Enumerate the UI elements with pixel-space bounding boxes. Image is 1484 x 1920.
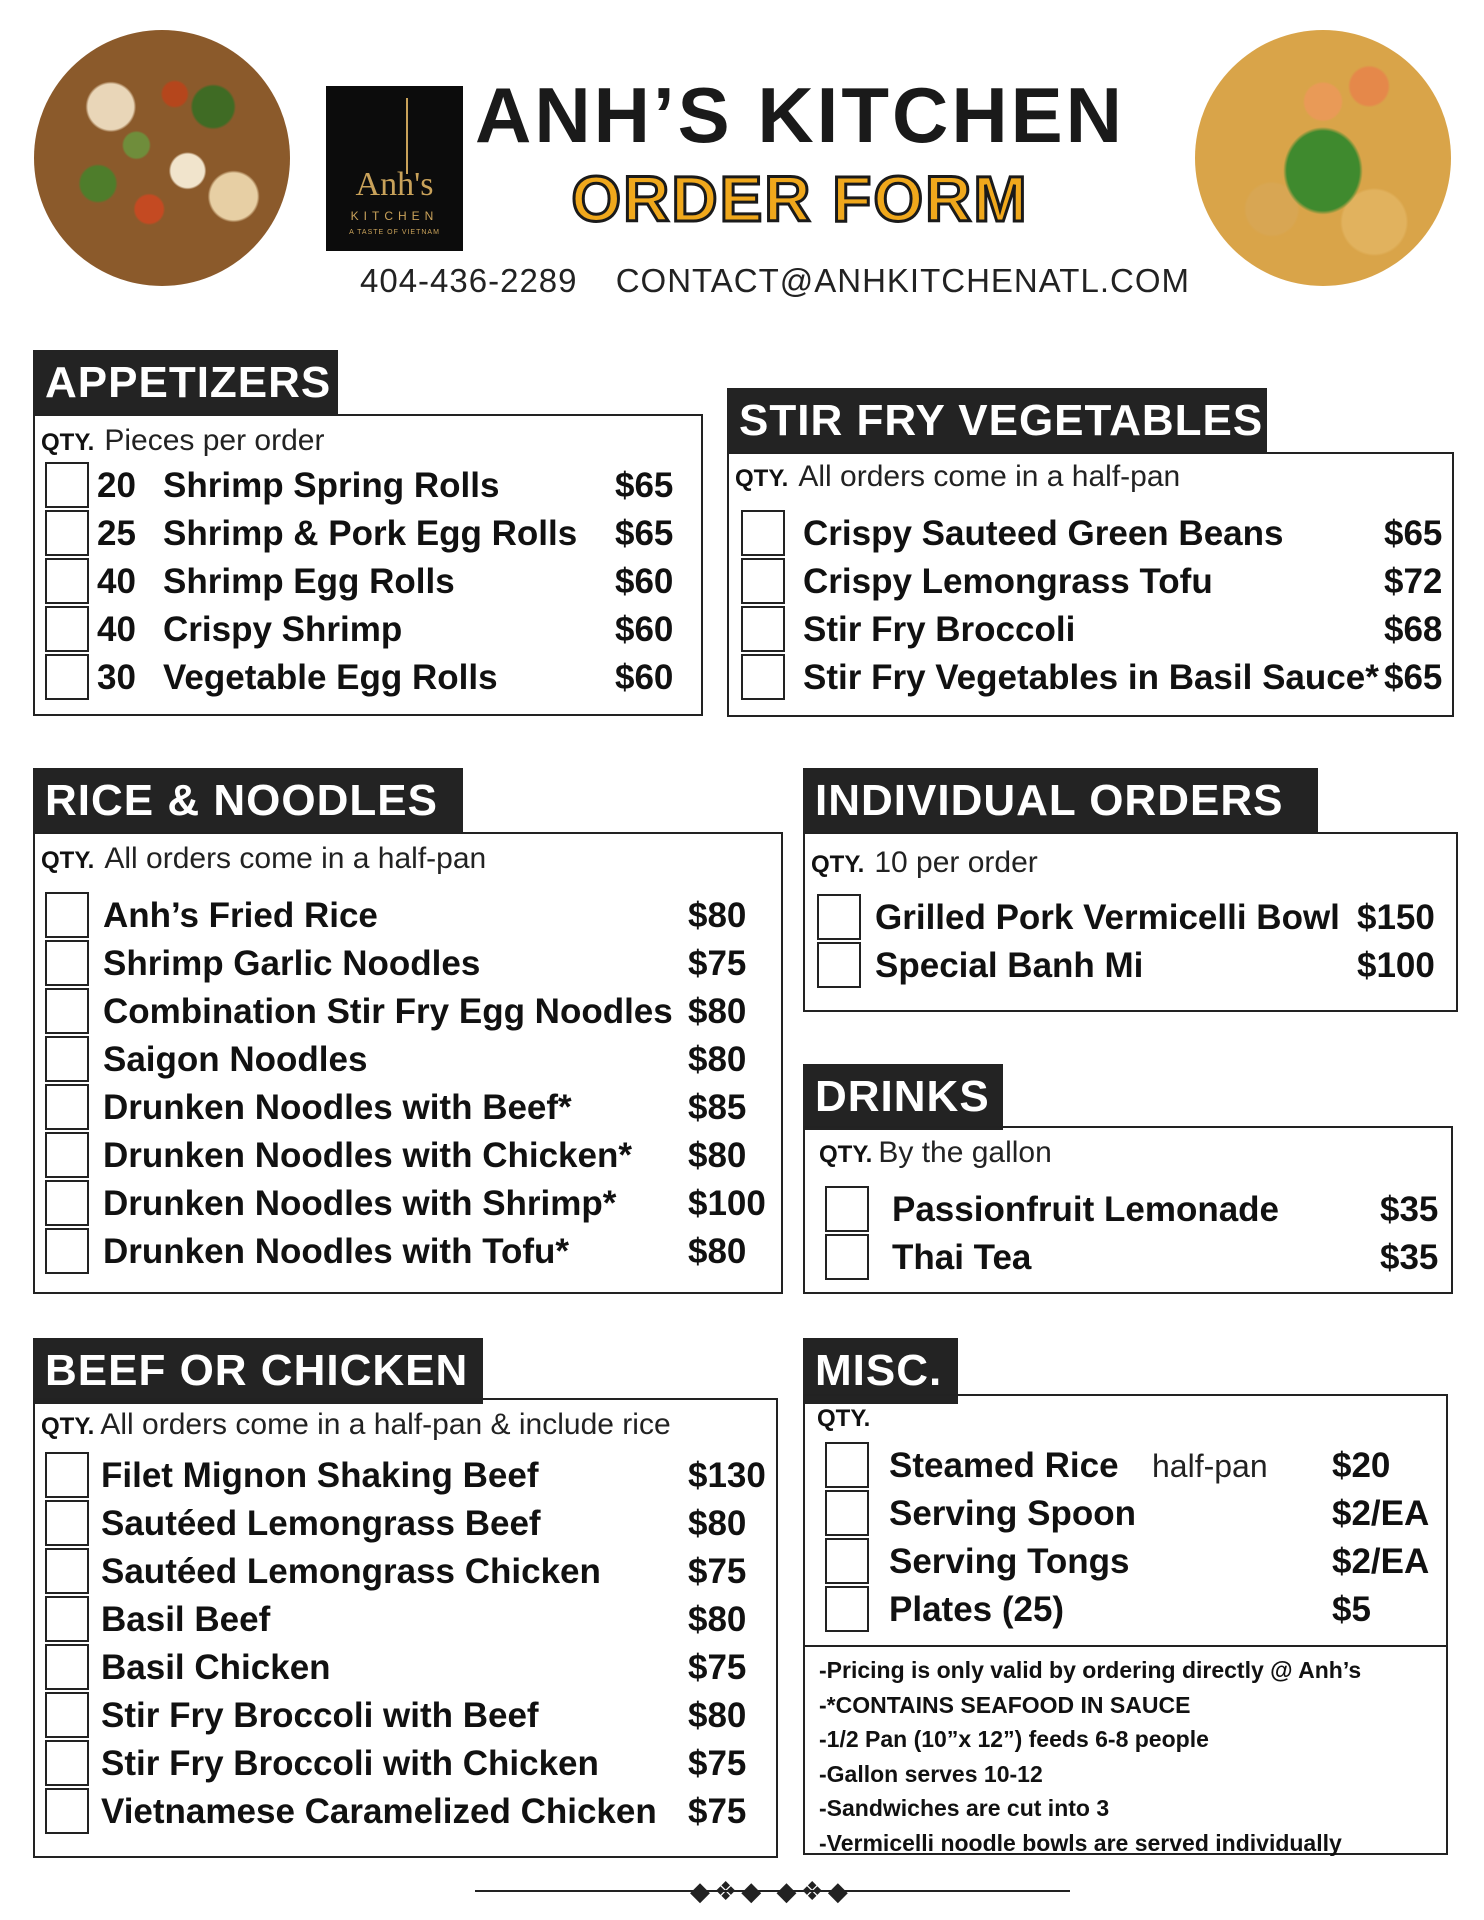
item-name: Shrimp Spring Rolls	[163, 466, 500, 505]
qty-checkbox[interactable]	[817, 942, 861, 988]
item-price: $75	[688, 1744, 747, 1783]
qty-label: QTY. All orders come in a half-pan	[41, 842, 487, 875]
note-line: -Vermicelli noodle bowls are served individually	[819, 1829, 1342, 1856]
list-item	[741, 510, 1441, 558]
item-name: Sautéed Lemongrass Chicken	[101, 1552, 601, 1591]
list-item	[741, 654, 1441, 702]
item-name: Vegetable Egg Rolls	[163, 658, 498, 697]
qty-checkbox[interactable]	[45, 654, 89, 700]
qty-checkbox[interactable]	[825, 1538, 869, 1584]
qty-label: QTY. All orders come in a half-pan	[735, 460, 1181, 493]
qty-checkbox[interactable]	[741, 654, 785, 700]
qty-checkbox[interactable]	[45, 1548, 89, 1594]
list-item	[825, 1442, 1440, 1490]
beef-chicken-heading: BEEF OR CHICKEN	[33, 1338, 483, 1404]
appetizers-heading: APPETIZERS	[33, 350, 338, 416]
list-item	[45, 1548, 770, 1596]
misc-heading: MISC.	[803, 1338, 958, 1404]
item-price: $65	[1384, 514, 1443, 553]
item-price: $35	[1380, 1190, 1439, 1229]
item-price: $80	[688, 896, 747, 935]
phone-number[interactable]: 404-436-2289	[360, 262, 578, 299]
item-pieces: 40	[97, 610, 136, 649]
qty-checkbox[interactable]	[45, 1692, 89, 1738]
note-line: -Gallon serves 10-12	[819, 1760, 1043, 1787]
individual-orders-box	[803, 832, 1458, 1012]
item-pieces: 20	[97, 466, 136, 505]
item-pieces: 25	[97, 514, 136, 553]
item-name: Saigon Noodles	[103, 1040, 368, 1079]
list-item	[45, 1788, 770, 1836]
item-price: $75	[688, 1648, 747, 1687]
list-item	[825, 1186, 1445, 1234]
list-item	[817, 942, 1447, 990]
item-name: Shrimp Egg Rolls	[163, 562, 455, 601]
qty-checkbox[interactable]	[45, 1740, 89, 1786]
item-price: $75	[688, 944, 747, 983]
list-item	[45, 1692, 770, 1740]
item-name: Crispy Sauteed Green Beans	[803, 514, 1284, 553]
item-name: Basil Beef	[101, 1600, 271, 1639]
item-name: Stir Fry Vegetables in Basil Sauce*	[803, 658, 1379, 697]
list-item	[825, 1490, 1440, 1538]
qty-label: QTY. All orders come in a half-pan & include rice	[41, 1408, 671, 1441]
logo-chopstick	[406, 98, 408, 174]
item-name: Crispy Shrimp	[163, 610, 403, 649]
item-price: $75	[688, 1792, 747, 1831]
item-price: $80	[688, 1040, 747, 1079]
item-price: $150	[1357, 898, 1435, 937]
qty-checkbox[interactable]	[825, 1234, 869, 1280]
list-item	[45, 1452, 770, 1500]
item-price: $35	[1380, 1238, 1439, 1277]
qty-checkbox[interactable]	[45, 1084, 89, 1130]
item-name: Thai Tea	[892, 1238, 1032, 1277]
item-name: Grilled Pork Vermicelli Bowl	[875, 898, 1340, 937]
qty-checkbox[interactable]	[45, 462, 89, 508]
item-price: $60	[615, 658, 674, 697]
item-pieces: 40	[97, 562, 136, 601]
qty-checkbox[interactable]	[825, 1186, 869, 1232]
item-price: $80	[688, 1136, 747, 1175]
item-name: Drunken Noodles with Chicken*	[103, 1136, 632, 1175]
qty-checkbox[interactable]	[45, 1132, 89, 1178]
list-item	[45, 558, 695, 606]
list-item	[45, 1740, 770, 1788]
item-name: Crispy Lemongrass Tofu	[803, 562, 1213, 601]
list-item	[825, 1234, 1445, 1282]
item-price: $75	[688, 1552, 747, 1591]
item-name: Steamed Rice	[889, 1446, 1119, 1485]
qty-checkbox[interactable]	[45, 606, 89, 652]
contact-line	[360, 262, 1218, 300]
item-price: $60	[615, 562, 674, 601]
logo-tagline: A TASTE OF VIETNAM	[349, 229, 440, 236]
list-item	[45, 606, 695, 654]
item-name: Plates (25)	[889, 1590, 1065, 1629]
item-price: $20	[1332, 1446, 1391, 1485]
list-item	[45, 892, 775, 940]
qty-checkbox[interactable]	[45, 1500, 89, 1546]
list-item	[45, 1596, 770, 1644]
item-name: Drunken Noodles with Shrimp*	[103, 1184, 617, 1223]
item-name: Stir Fry Broccoli with Chicken	[101, 1744, 599, 1783]
item-name: Vietnamese Caramelized Chicken	[101, 1792, 657, 1831]
list-item	[825, 1586, 1440, 1634]
qty-checkbox[interactable]	[45, 1452, 89, 1498]
individual-orders-heading: INDIVIDUAL ORDERS	[803, 768, 1318, 834]
item-name: Shrimp & Pork Egg Rolls	[163, 514, 578, 553]
item-price: $85	[688, 1088, 747, 1127]
item-pieces: 30	[97, 658, 136, 697]
note-line: -Sandwiches are cut into 3	[819, 1795, 1110, 1821]
qty-label: QTY. Pieces per order	[41, 424, 325, 457]
item-name: Drunken Noodles with Beef*	[103, 1088, 572, 1127]
item-note: half-pan	[1152, 1448, 1268, 1484]
item-price: $100	[688, 1184, 766, 1223]
qty-checkbox[interactable]	[45, 1228, 89, 1274]
qty-checkbox[interactable]	[45, 1596, 89, 1642]
item-price: $2/EA	[1332, 1542, 1430, 1581]
anhs-kitchen-logo	[326, 86, 463, 251]
stir-fry-box	[727, 452, 1454, 717]
qty-checkbox[interactable]	[45, 1036, 89, 1082]
list-item	[45, 988, 775, 1036]
qty-checkbox[interactable]	[825, 1442, 869, 1488]
list-item	[45, 510, 695, 558]
item-name: Basil Chicken	[101, 1648, 331, 1687]
item-price: $80	[688, 1600, 747, 1639]
item-name: Serving Tongs	[889, 1542, 1130, 1581]
logo-name: Anh's	[355, 166, 434, 203]
stir-fry-heading: STIR FRY VEGETABLES	[727, 388, 1267, 454]
qty-checkbox[interactable]	[45, 1180, 89, 1226]
stir-fry-dish-photo	[34, 30, 290, 286]
misc-box	[803, 1394, 1448, 1647]
drinks-box	[803, 1126, 1453, 1294]
item-name: Combination Stir Fry Egg Noodles	[103, 992, 673, 1031]
qty-checkbox[interactable]	[45, 510, 89, 556]
note-line: -*CONTAINS SEAFOOD IN SAUCE	[819, 1691, 1191, 1718]
beef-chicken-box	[33, 1398, 778, 1858]
list-item	[817, 894, 1447, 942]
qty-checkbox[interactable]	[45, 988, 89, 1034]
rice-noodles-heading: RICE & NOODLES	[33, 768, 463, 834]
item-name: Serving Spoon	[889, 1494, 1136, 1533]
qty-checkbox[interactable]	[45, 892, 89, 938]
item-price: $80	[688, 1696, 747, 1735]
qty-checkbox[interactable]	[741, 606, 785, 652]
logo-sub: KITCHEN	[350, 209, 439, 223]
list-item	[741, 606, 1441, 654]
item-price: $60	[615, 610, 674, 649]
item-price: $100	[1357, 946, 1435, 985]
item-name: Stir Fry Broccoli with Beef	[101, 1696, 539, 1735]
list-item	[45, 1180, 775, 1228]
page-title: ANH’S KITCHEN	[474, 71, 1125, 159]
list-item	[45, 654, 695, 702]
item-name: Filet Mignon Shaking Beef	[101, 1456, 539, 1495]
list-item	[45, 1084, 775, 1132]
qty-checkbox[interactable]	[741, 510, 785, 556]
list-item	[45, 1132, 775, 1180]
item-name: Special Banh Mi	[875, 946, 1144, 985]
item-name: Drunken Noodles with Tofu*	[103, 1232, 570, 1271]
item-price: $65	[615, 466, 674, 505]
list-item	[45, 462, 695, 510]
item-price: $2/EA	[1332, 1494, 1430, 1533]
qty-label: QTY. 10 per order	[811, 846, 1038, 879]
list-item	[741, 558, 1441, 606]
qty-checkbox[interactable]	[825, 1490, 869, 1536]
item-price: $80	[688, 1232, 747, 1271]
qty-checkbox[interactable]	[45, 1644, 89, 1690]
email-address[interactable]: CONTACT@ANHKITCHENATL.COM	[615, 262, 1190, 299]
notes-box	[803, 1645, 1448, 1855]
list-item	[45, 1500, 770, 1548]
rice-noodles-box	[33, 832, 783, 1294]
item-name: Shrimp Garlic Noodles	[103, 944, 481, 983]
qty-checkbox[interactable]	[817, 894, 861, 940]
list-item	[45, 940, 775, 988]
list-item	[45, 1228, 775, 1276]
list-item	[45, 1036, 775, 1084]
list-item	[45, 1644, 770, 1692]
qty-checkbox[interactable]	[45, 940, 89, 986]
noodle-dish-photo	[1195, 30, 1451, 286]
item-name: Sautéed Lemongrass Beef	[101, 1504, 541, 1543]
appetizers-box	[33, 414, 703, 716]
ornament-icon: ◆❖◆ ◆❖◆	[690, 1876, 852, 1906]
qty-label: QTY. By the gallon	[819, 1136, 1052, 1169]
qty-label: QTY.	[817, 1405, 871, 1432]
qty-checkbox[interactable]	[741, 558, 785, 604]
qty-checkbox[interactable]	[45, 558, 89, 604]
qty-checkbox[interactable]	[45, 1788, 89, 1834]
item-price: $65	[615, 514, 674, 553]
note-line: -Pricing is only valid by ordering directly @ Anh’s	[819, 1657, 1362, 1683]
item-price: $65	[1384, 658, 1443, 697]
qty-checkbox[interactable]	[825, 1586, 869, 1632]
list-item	[825, 1538, 1440, 1586]
item-name: Anh’s Fried Rice	[103, 896, 378, 935]
drinks-heading: DRINKS	[803, 1064, 1003, 1130]
page-subtitle: ORDER FORM	[571, 163, 1029, 235]
item-price: $80	[688, 1504, 747, 1543]
note-line: -1/2 Pan (10”x 12”) feeds 6-8 people	[819, 1726, 1209, 1752]
item-name: Stir Fry Broccoli	[803, 610, 1076, 649]
item-price: $72	[1384, 562, 1443, 601]
item-price: $80	[688, 992, 747, 1031]
item-name: Passionfruit Lemonade	[892, 1190, 1280, 1229]
item-price: $5	[1332, 1590, 1371, 1629]
item-price: $68	[1384, 610, 1443, 649]
item-price: $130	[688, 1456, 766, 1495]
